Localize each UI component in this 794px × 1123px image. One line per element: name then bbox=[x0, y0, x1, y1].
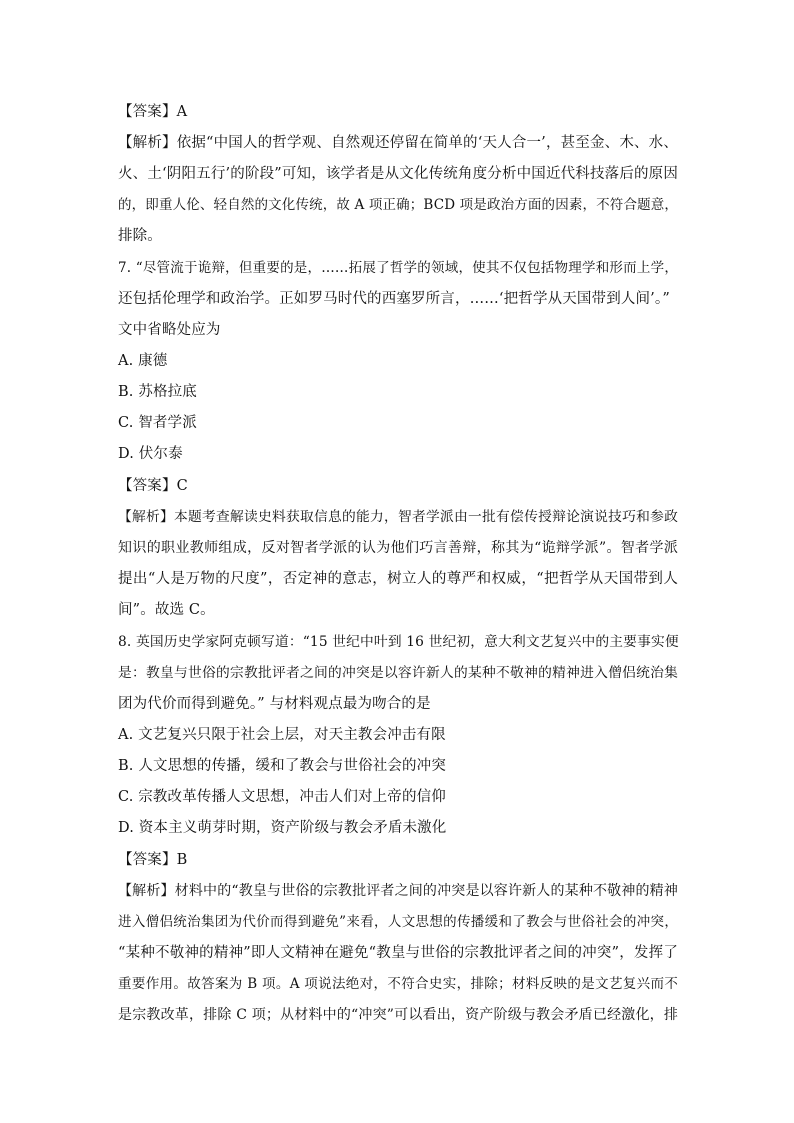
q7-stem-line-3: 文中省略处应为 bbox=[118, 322, 221, 338]
q6-analysis-line-2: 火、土‘阴阳五行’的阶段”可知，该学者是从文化传统角度分析中国近代科技落后的原因 bbox=[118, 166, 678, 182]
q7-stem-line-1: 7. “尽管流于诡辩，但重要的是，……拓展了哲学的领域，使其不仅包括物理学和形而上学， bbox=[118, 260, 678, 276]
q7-analysis-line-2: 知识的职业教师组成，反对智者学派的认为他们巧言善辩，称其为“诡辩学派”。智者学派 bbox=[118, 540, 678, 556]
q8-option-c: C. 宗教改革传播人文思想，冲击人们对上帝的信仰 bbox=[118, 789, 446, 805]
q7-answer: 【答案】C bbox=[118, 478, 188, 494]
q8-option-d: D. 资本主义萌芽时期，资产阶级与教会矛盾未激化 bbox=[118, 820, 447, 836]
q8-stem-line-1: 8. 英国历史学家阿克顿写道：“15 世纪中叶到 16 世纪初，意大利文艺复兴中的主要事实便 bbox=[118, 634, 679, 650]
q7-option-b: B. 苏格拉底 bbox=[118, 384, 197, 400]
q7-analysis-line-1: 【解析】本题考查解读史料获取信息的能力，智者学派由一批有偿传授辩论演说技巧和参政 bbox=[118, 509, 678, 525]
q7-stem-line-2: 还包括伦理学和政治学。正如罗马时代的西塞罗所言，……‘把哲学从天国带到人间’。” bbox=[118, 291, 670, 307]
q8-analysis-line-3: “某种不敬神的精神”即人文精神在避免“教皇与世俗的宗教批评者之间的冲突”，发挥了 bbox=[118, 945, 678, 961]
q8-analysis-line-2: 进入僧侣统治集团为代价而得到避免”来看，人文思想的传播缓和了教会与世俗社会的冲突， bbox=[118, 914, 678, 930]
q8-option-a: A. 文艺复兴只限于社会上层，对天主教会冲击有限 bbox=[118, 727, 446, 743]
q8-stem-line-3: 团为代价而得到避免。” 与材料观点最为吻合的是 bbox=[118, 696, 431, 712]
q6-analysis-line-1: 【解析】依据“中国人的哲学观、自然观还停留在简单的‘天人合一’，甚至金、木、水、 bbox=[118, 135, 678, 151]
q6-analysis-line-4: 排除。 bbox=[118, 228, 162, 244]
q8-answer: 【答案】B bbox=[118, 852, 188, 868]
q7-option-a: A. 康德 bbox=[118, 353, 168, 369]
q6-answer: 【答案】A bbox=[118, 104, 188, 120]
q6-analysis-line-3: 的，即重人伦、轻自然的文化传统，故 A 项正确；BCD 项是政治方面的因素，不符合题意， bbox=[118, 197, 679, 213]
q8-option-b: B. 人文思想的传播，缓和了教会与世俗社会的冲突 bbox=[118, 758, 446, 774]
q7-analysis-line-3: 提出“人是万物的尺度”，否定神的意志，树立人的尊严和权威，“把哲学从天国带到人 bbox=[118, 571, 678, 587]
q7-option-c: C. 智者学派 bbox=[118, 415, 197, 431]
q8-analysis-line-4: 重要作用。故答案为 B 项。A 项说法绝对，不符合史实，排除；材料反映的是文艺复兴而不 bbox=[118, 976, 678, 992]
q7-option-d: D. 伏尔泰 bbox=[118, 446, 183, 462]
q7-analysis-line-4: 间”。故选 C。 bbox=[118, 602, 215, 618]
q8-analysis-line-1: 【解析】材料中的“教皇与世俗的宗教批评者之间的冲突是以容许新人的某种不敬神的精神 bbox=[118, 883, 678, 899]
q8-analysis-line-5: 是宗教改革，排除 C 项；从材料中的“冲突”可以看出，资产阶级与教会矛盾已经激化，排 bbox=[118, 1007, 678, 1023]
q8-stem-line-2: 是：教皇与世俗的宗教批评者之间的冲突是以容许新人的某种不敬神的精神进入僧侣统治集 bbox=[118, 665, 678, 681]
